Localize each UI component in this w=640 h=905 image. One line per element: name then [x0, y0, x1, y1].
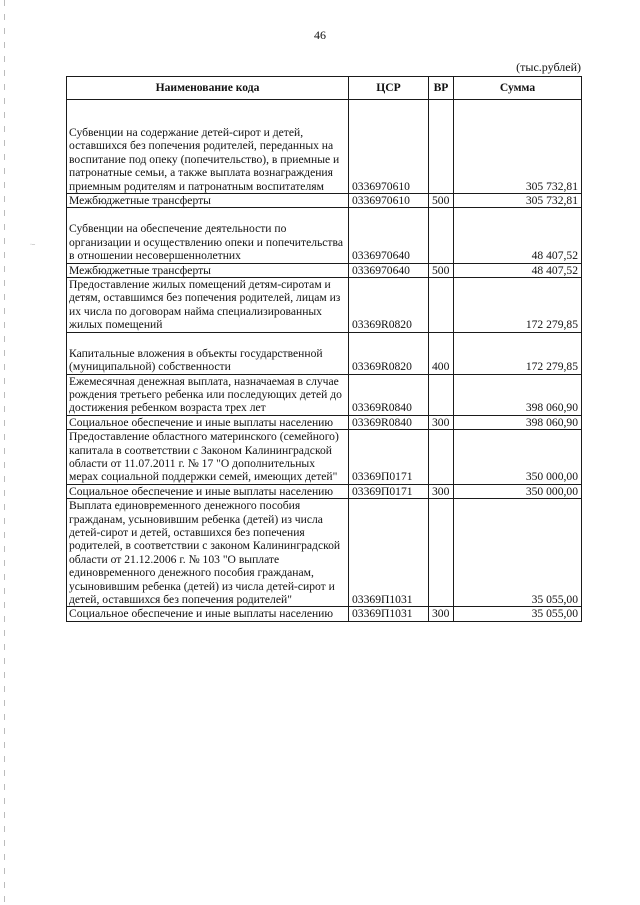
row-csr: 03369П0171: [349, 430, 429, 485]
row-sum: 172 279,85: [454, 278, 582, 333]
row-name: Выплата единовременного денежного пособия гражданам, усыновившим ребенка (детей) из числа детей-сирот и детей, оставшихся без попечения родителей, в соответствии с законом Калининградской области от 21.12.2006 г. № 103 "О выплате единовременного денежного пособия гражданам, усыновившим ребенка (детей) из числа детей-сирот и детей, оставшихся без попечения родителей": [67, 499, 349, 607]
row-sum: 305 732,81: [454, 100, 582, 194]
table-row: [67, 415, 582, 429]
row-name: Предоставление областного материнского (семейного) капитала в соответствии с Законом Калининградской области от 11.07.2011 г. № 17 "О дополнительных мерах социальной поддержки семей, имеющих детей": [67, 430, 349, 485]
row-name: Межбюджетные трансферты: [67, 194, 349, 208]
table-header-row: [67, 77, 582, 100]
scan-edge-line: [4, 0, 5, 905]
table-row: [67, 208, 582, 263]
header-sum: Сумма: [454, 77, 582, 100]
row-name-text: Субвенции на обеспечение деятельности по организации и осуществлению опеки и попечительства в отношении несовершеннолетних: [69, 222, 343, 263]
row-csr: 03369R0840: [349, 415, 429, 429]
row-name-text: Капитальные вложения в объекты государственной (муниципальной) собственности: [69, 346, 323, 374]
row-name: Предоставление жилых помещений детям-сиротам и детям, оставшимся без попечения родителей, лицам из их числа по договорам найма специализированных жилых помещений: [67, 278, 349, 333]
row-sum: 35 055,00: [454, 499, 582, 607]
row-sum: 398 060,90: [454, 374, 582, 415]
row-sum: 350 000,00: [454, 484, 582, 498]
row-sum: 398 060,90: [454, 415, 582, 429]
row-csr: 03369R0840: [349, 374, 429, 415]
row-sum: 35 055,00: [454, 607, 582, 621]
units-label: (тыс.рублей): [516, 60, 581, 74]
row-csr: 03369П0171: [349, 484, 429, 498]
header-vr: ВР: [429, 77, 454, 100]
table-row: [67, 263, 582, 277]
row-name: Межбюджетные трансферты: [67, 263, 349, 277]
row-vr: 400: [429, 332, 454, 374]
row-sum: 305 732,81: [454, 194, 582, 208]
row-name-text: Субвенции на содержание детей-сирот и детей, оставшихся без попечения родителей, переданных на воспитание под опеку (попечительство), в приемные и патронатные семьи, а также выплата вознаграждения приемным родителям и патронатным воспитателям: [69, 126, 340, 193]
row-csr: 03369R0820: [349, 332, 429, 374]
row-csr: 0336970640: [349, 263, 429, 277]
table-row: [67, 278, 582, 333]
budget-table: [66, 76, 582, 622]
row-vr: 300: [429, 484, 454, 498]
row-name: [67, 208, 349, 263]
row-csr: 0336970640: [349, 208, 429, 263]
header-name: Наименование кода: [67, 77, 349, 100]
row-vr: [429, 208, 454, 263]
page-number: 46: [314, 28, 326, 42]
scan-margin-mark: ·–: [30, 242, 35, 248]
header-csr: ЦСР: [349, 77, 429, 100]
row-csr: 0336970610: [349, 194, 429, 208]
row-name: Социальное обеспечение и иные выплаты населению: [67, 415, 349, 429]
row-vr: 300: [429, 415, 454, 429]
table-row: [67, 430, 582, 485]
row-sum: 48 407,52: [454, 208, 582, 263]
table-row: [67, 607, 582, 621]
row-vr: [429, 374, 454, 415]
row-csr: 03369П1031: [349, 499, 429, 607]
table-row: [67, 194, 582, 208]
row-vr: 500: [429, 263, 454, 277]
row-csr: 03369П1031: [349, 607, 429, 621]
row-name: [67, 100, 349, 194]
row-vr: 300: [429, 607, 454, 621]
row-vr: 500: [429, 194, 454, 208]
row-name: Социальное обеспечение и иные выплаты населению: [67, 607, 349, 621]
row-vr: [429, 100, 454, 194]
table-row: [67, 484, 582, 498]
row-name: [67, 332, 349, 374]
row-name: Социальное обеспечение и иные выплаты населению: [67, 484, 349, 498]
table-row: [67, 332, 582, 374]
row-vr: [429, 430, 454, 485]
table-row: [67, 100, 582, 194]
row-vr: [429, 499, 454, 607]
row-name: Ежемесячная денежная выплата, назначаемая в случае рождения третьего ребенка или последующих детей до достижения ребенком возраста трех лет: [67, 374, 349, 415]
table-row: [67, 374, 582, 415]
table-row: [67, 499, 582, 607]
row-vr: [429, 278, 454, 333]
row-csr: 03369R0820: [349, 278, 429, 333]
row-sum: 48 407,52: [454, 263, 582, 277]
row-csr: 0336970610: [349, 100, 429, 194]
row-sum: 172 279,85: [454, 332, 582, 374]
row-sum: 350 000,00: [454, 430, 582, 485]
